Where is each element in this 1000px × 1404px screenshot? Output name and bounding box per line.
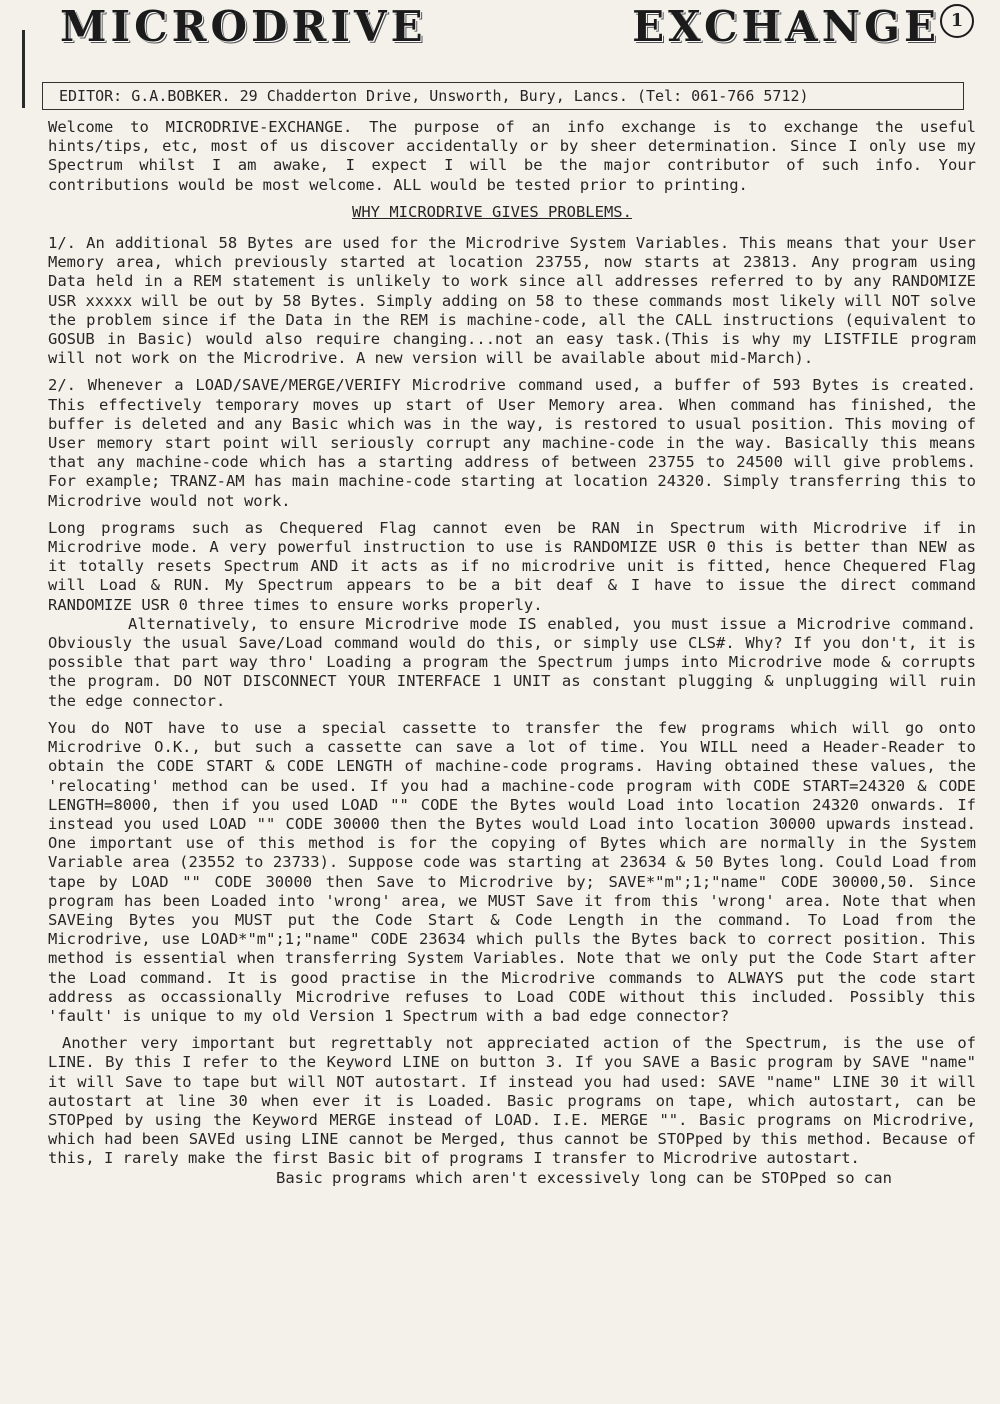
article-body <box>48 118 976 1196</box>
paragraph-2: 2/. Whenever a LOAD/SAVE/MERGE/VERIFY Microdrive command used, a buffer of 593 Bytes is created. This effectively temporary moves up start of User Memory area. When command has finished, the buffer is deleted and any Basic which was in the way, is restored to usual position. This moving of User memory start point will seriously corrupt any machine-code in the way. Basically this means that any machine-code which has a starting address of between 23755 to 24500 will give problems. For example; TRANZ-AM has main machine-code starting at location 24320. Simply transferring this to Microdrive would not work. <box>48 376 976 510</box>
paragraph-1: 1/. An additional 58 Bytes are used for the Microdrive System Variables. This means that your User Memory area, which previously started at location 23755, now starts at 23813. Any program using Data held in a REM statement is unlikely to work since all addresses referred to by any RANDOMIZE USR xxxxx will be out by 58 Bytes. Simply adding on 58 to these commands most likely will NOT solve the problem since if the Data in the REM is machine-code, all the CALL instructions (equivalent to GOSUB in Basic) would also require changing...not an easy task.(This is why my LISTFILE program will not work on the Microdrive. A new version will be available about mid-March). <box>48 234 976 368</box>
intro-paragraph: Welcome to MICRODRIVE-EXCHANGE. The purpose of an info exchange is to exchange the useful hints/tips, etc, most of us discover accidentally or by sheer determination. Since I only use my Spectrum whilst I am awake, I expect I will be the major contributor of such info. Your contributions would be most welcome. ALL would be tested prior to printing. <box>48 118 976 194</box>
paragraph-4: Alternatively, to ensure Microdrive mode IS enabled, you must issue a Microdrive command. Obviously the usual Save/Load command would do this, or simply use CLS#. Why? If you don't, it is possible that part way thro' Loading a program the Spectrum jumps into Microdrive mode & corrupts the program. DO NOT DISCONNECT YOUR INTERFACE 1 UNIT as constant plugging & unplugging will ruin the edge connector. <box>48 614 976 710</box>
masthead-title-right: EXCHANGE <box>632 2 940 51</box>
paragraph-7: Basic programs which aren't excessively long can be STOPped so can <box>276 1168 892 1187</box>
page-number: 1 <box>940 4 974 38</box>
paragraph-6: Another very important but regrettably not appreciated action of the Spectrum, is the use of LINE. By this I refer to the Keyword LINE on button 3. If you SAVE a Basic program by SAVE "name" it will Save to tape but will NOT autostart. If instead you had used: SAVE "name" LINE 30 it will autostart at line 30 when ever it is Loaded. Basic programs on tape, which autostart, can be STOPped by using the Keyword MERGE instead of LOAD. I.E. MERGE "". Basic programs on Microdrive, which had been SAVEd using LINE cannot be Merged, thus cannot be STOPped by this method. Because of this, I rarely make the first Basic bit of programs I transfer to Microdrive autostart. <box>48 1034 976 1168</box>
masthead <box>60 0 940 50</box>
paragraph-5: You do NOT have to use a special cassette to transfer the few programs which will go onto Microdrive O.K., but such a cassette can save a lot of time. You WILL need a Header-Reader to obtain the CODE START & CODE LENGTH of machine-code programs. Having obtained these values, the 'relocating' method can be used. If you had a machine-code program with CODE START=24320 & CODE LENGTH=8000, then if you used LOAD "" CODE the Bytes would Load into location 24320 onwards. If instead you used LOAD "" CODE 30000 then the Bytes would Load into location 30000 upwards instead. One important use of this method is for the copying of Bytes which are normally in the System Variable area (23552 to 23733). Suppose code was starting at 23634 & 50 Bytes long. Could Load from tape by LOAD "" CODE 30000 then Save to Microdrive by; SAVE*"m";1;"name" CODE 30000,50. Since program has been Loaded into 'wrong' area, we MUST Save it from this 'wrong' area. Note that when SAVEing Bytes you MUST put the Code Start & Code Length in the command. To Load from the Microdrive, use LOAD*"m";1;"name" CODE 23634 which pulls the Bytes back to correct position. This method is essential when transferring System Variables. Note that we only put the Code Start after the Load command. It is good practise in the Microdrive commands to ALWAYS put the code start address as occassionally Microdrive refuses to Load CODE without this included. Possibly this 'fault' is unique to my old Version 1 Spectrum with a bad edge connector? <box>48 718 976 1025</box>
paragraph-3: Long programs such as Chequered Flag cannot even be RAN in Spectrum with Microdrive if in Microdrive mode. A very powerful instruction to use is RANDOMIZE USR 0 this is better than NEW as it totally resets Spectrum AND it acts as if no microdrive unit is fitted, hence Chequered Flag will Load & RUN. My Spectrum appears to be a bit deaf & I have to issue the direct command RANDOMIZE USR 0 three times to ensure works properly. <box>48 518 976 614</box>
binding-mark <box>22 30 25 108</box>
editor-info: EDITOR: G.A.BOBKER. 29 Chadderton Drive, Unsworth, Bury, Lancs. (Tel: 061-766 5712) <box>42 82 964 110</box>
masthead-title-left: MICRODRIVE <box>60 2 427 51</box>
section-heading: WHY MICRODRIVE GIVES PROBLEMS. <box>352 202 632 221</box>
